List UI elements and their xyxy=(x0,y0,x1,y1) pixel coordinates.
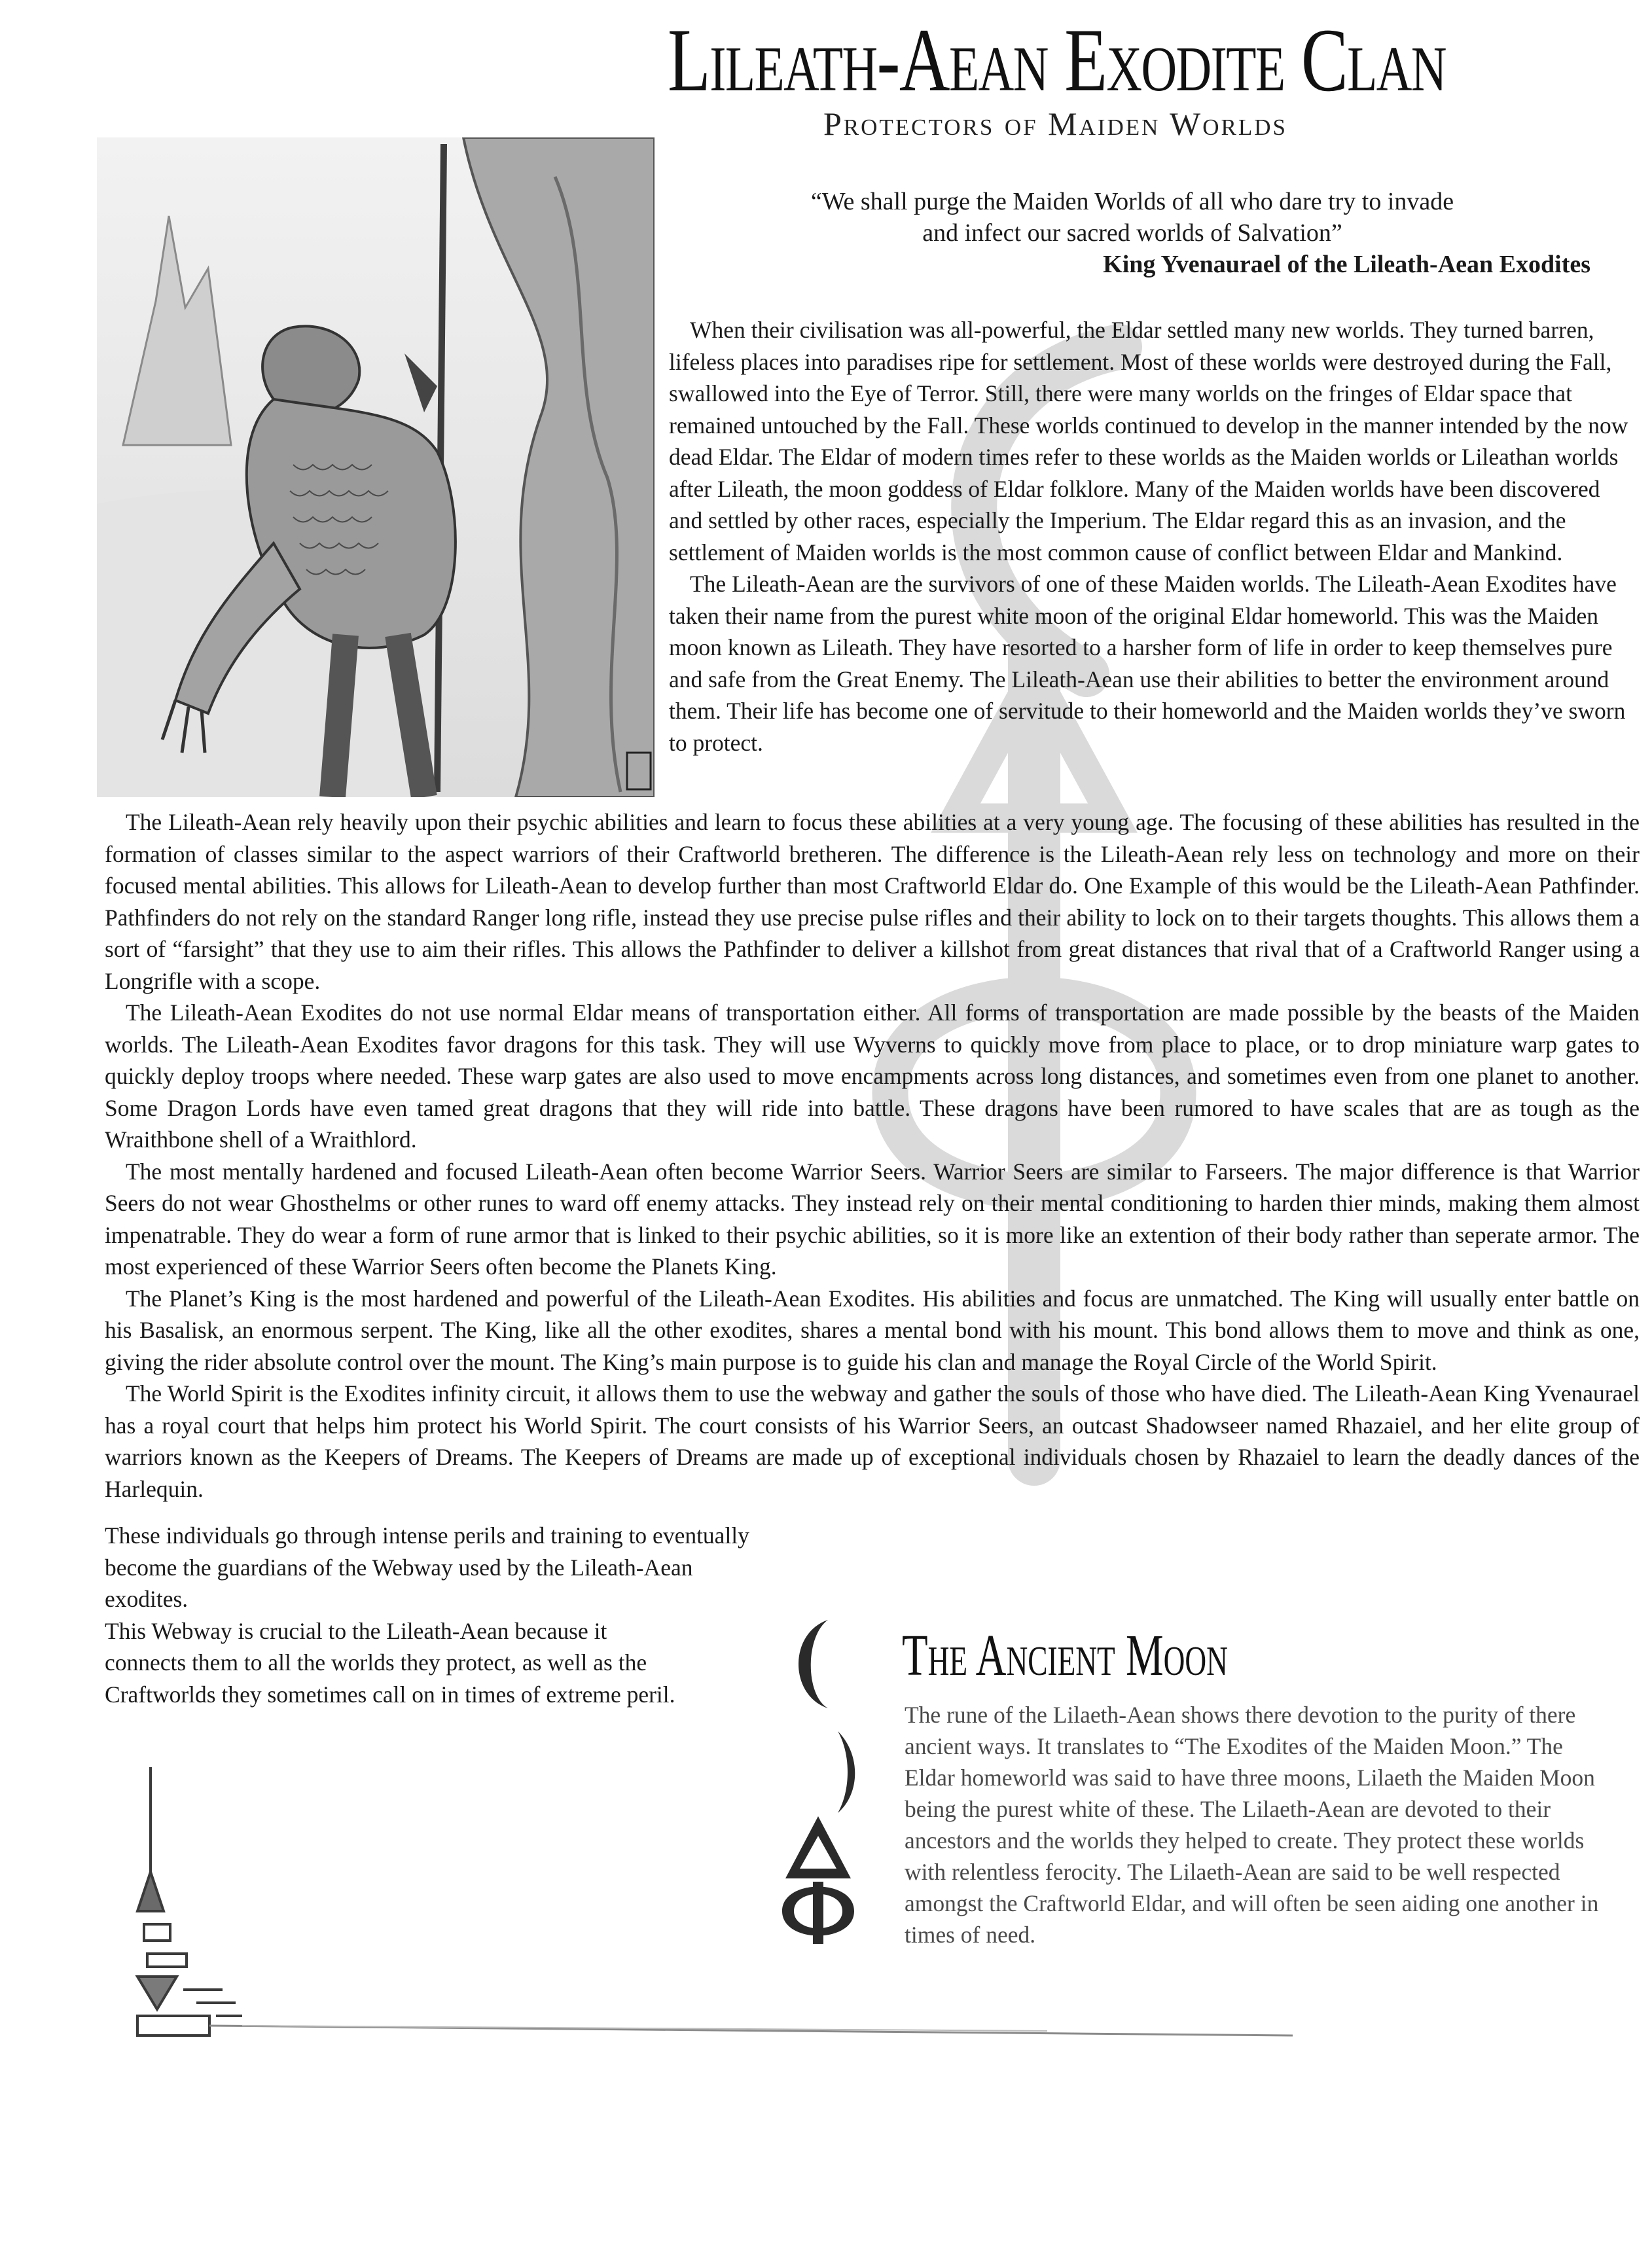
section-heading: The Ancient Moon xyxy=(902,1623,1228,1688)
closing-line: become the guardians of the Webway used by the Lileath-Aean exodites. xyxy=(105,1554,693,1612)
main-column xyxy=(105,806,1640,1505)
page-title: Lileath-Aean Exodite Clan xyxy=(668,10,1446,110)
corner-border-ornament xyxy=(131,1767,1296,2049)
paragraph-1: When their civilisation was all-powerful, the Eldar settled many new worlds. They turned barren, lifeless places into paradises ripe for settlement. Most of these worlds were destroyed during the Fall, swallowed into the Eye of Terror. Still, there were many worlds on the fringes of Eldar space that remained untouched by the Fall. These worlds continued to develop in the manner intended by the now dead Eldar. The Eldar of modern times refer to these worlds as the Maiden worlds or Lileathan worlds after Lileath, the moon goddess of Eldar folklore. Many of the Maiden worlds have been discovered and settled by other races, especially the Imperium. The Eldar regard this as an invasion, and the settlement of Maiden worlds is the most common cause of conflict between Eldar and Mankind. xyxy=(669,317,1628,565)
paragraph-2: The Lileath-Aean are the survivors of one of these Maiden worlds. The Lileath-Aean Exodites have taken their name from the purest white moon of the original Eldar homeworld. This was the Maiden moon known as Lileath. They have resorted to a harsher form of life in order to keep themselves pure and safe from the Great Enemy. The Lileath-Aean use their abilities to better the environment around them. Their life has become one of servitude to their homeworld and the Maiden worlds they’ve sworn to protect. xyxy=(669,571,1626,756)
paragraph-7: The World Spirit is the Exodites infinity circuit, it allows them to use the webway and gather the souls of those who have died. The Lileath-Aean King Yvenaurael has a royal court that helps him protect his World Spirit. The court consists of his Warrior Seers, an outcast Shadowseer named Rhazaiel, and her elite group of warriors known as the Keepers of Dreams. The Keepers of Dreams are made up of exceptional individuals chosen by Rhazaiel to learn the deadly dances of the Harlequin. xyxy=(105,1380,1640,1502)
paragraph-4: The Lileath-Aean Exodites do not use normal Eldar means of transportation either. All forms of transportation are made possible by the beasts of the Maiden worlds. The Lileath-Aean Exodites favor dragons for this task. They will use Wyverns to quickly move from place to place, or to drop miniature warp gates to quickly deploy troops where needed. These warp gates are also used to move encampments across long distances, and sometimes even from one planet to another. Some Dragon Lords have even tamed great dragons that they will ride into battle. These dragons have been rumored to have scales that are as tough as the Wraithbone shell of a Wraithlord. xyxy=(105,999,1640,1153)
paragraph-3: The Lileath-Aean rely heavily upon their psychic abilities and learn to focus these abilities at a very young age. The focusing of these abilities has resulted in the formation of classes similar to the aspect warriors of their Craftworld bretheren. The difference is the Lileath-Aean rely less on technology and more on their focused mental abilities. This allows for Lileath-Aean to develop further than most Craftworld Eldar do. One Example of this would be the Lileath-Aean Pathfinder. Pathfinders do not rely on the standard Ranger long rifle, instead they use precise pulse rifles and their ability to lock on to their targets thoughts. This allows them a sort of “farsight” that they use to aim their rifles. This allows the Pathfinder to deliver a killshot from great distances that rival that of a Craftworld Ranger using a Longrifle with a scope. xyxy=(105,809,1640,994)
quote-attribution: King Yvenaurael of the Lileath-Aean Exodites xyxy=(1103,251,1590,278)
quote-line-2: and infect our sacred worlds of Salvation” xyxy=(922,219,1342,247)
epigraph-quote xyxy=(655,186,1610,280)
paragraph-6: The Planet’s King is the most hardened and powerful of the Lileath-Aean Exodites. His abilities and focus are unmatched. The King will usually enter battle on his Basalisk, an enormous serpent. The King, like all the other exodites, shares a mental bond with his mount. This bond allows them to move and think as one, giving the rider absolute control over the mount. The King’s main purpose is to guide his clan and manage the Royal Circle of the World Spirit. xyxy=(105,1285,1640,1375)
closing-line: Craftworlds they sometimes call on in times of extreme peril. xyxy=(105,1681,675,1708)
closing-line: connects them to all the worlds they protect, as well as the xyxy=(105,1649,647,1676)
paragraph-5: The most mentally hardened and focused Lileath-Aean often become Warrior Seers. Warrior Seers are similar to Farseers. The major difference is that Warrior Seers do not wear Ghosthelms or other runes to ward off enemy attacks. They instead rely on their mental conditioning to harden thier minds, making them almost impenatrable. They do wear a form of rune armor that is linked to their psychic abilities, so it is more like an extention of their body rather than seperate armor. The most experienced of these Warrior Seers often become the Planets King. xyxy=(105,1158,1640,1280)
closing-lines xyxy=(105,1520,766,1710)
closing-line: This Webway is crucial to the Lileath-Aean because it xyxy=(105,1617,607,1644)
closing-line: These individuals go through intense perils and training to eventually xyxy=(105,1522,749,1549)
warrior-illustration xyxy=(97,137,655,797)
quote-line-1: “We shall purge the Maiden Worlds of all who dare try to invade xyxy=(810,188,1454,215)
section-text: The rune of the Lilaeth-Aean shows there devotion to the purity of there ancient ways. It translates to “The Exodites of the Maiden Moon.” The Eldar homeworld was said to have three moons, Lilaeth the Maiden Moon being the purest white of these. The Lilaeth-Aean are devoted to their ancestors and the worlds they helped to create. They protect these worlds with relentless ferocity. The Lilaeth-Aean are said to be well respected amongst the Craftworld Eldar, and will often be seen aiding one another in times of need. xyxy=(905,1702,1599,1948)
intro-column xyxy=(669,314,1631,759)
page-subtitle: Protectors of Maiden Worlds xyxy=(823,105,1287,142)
